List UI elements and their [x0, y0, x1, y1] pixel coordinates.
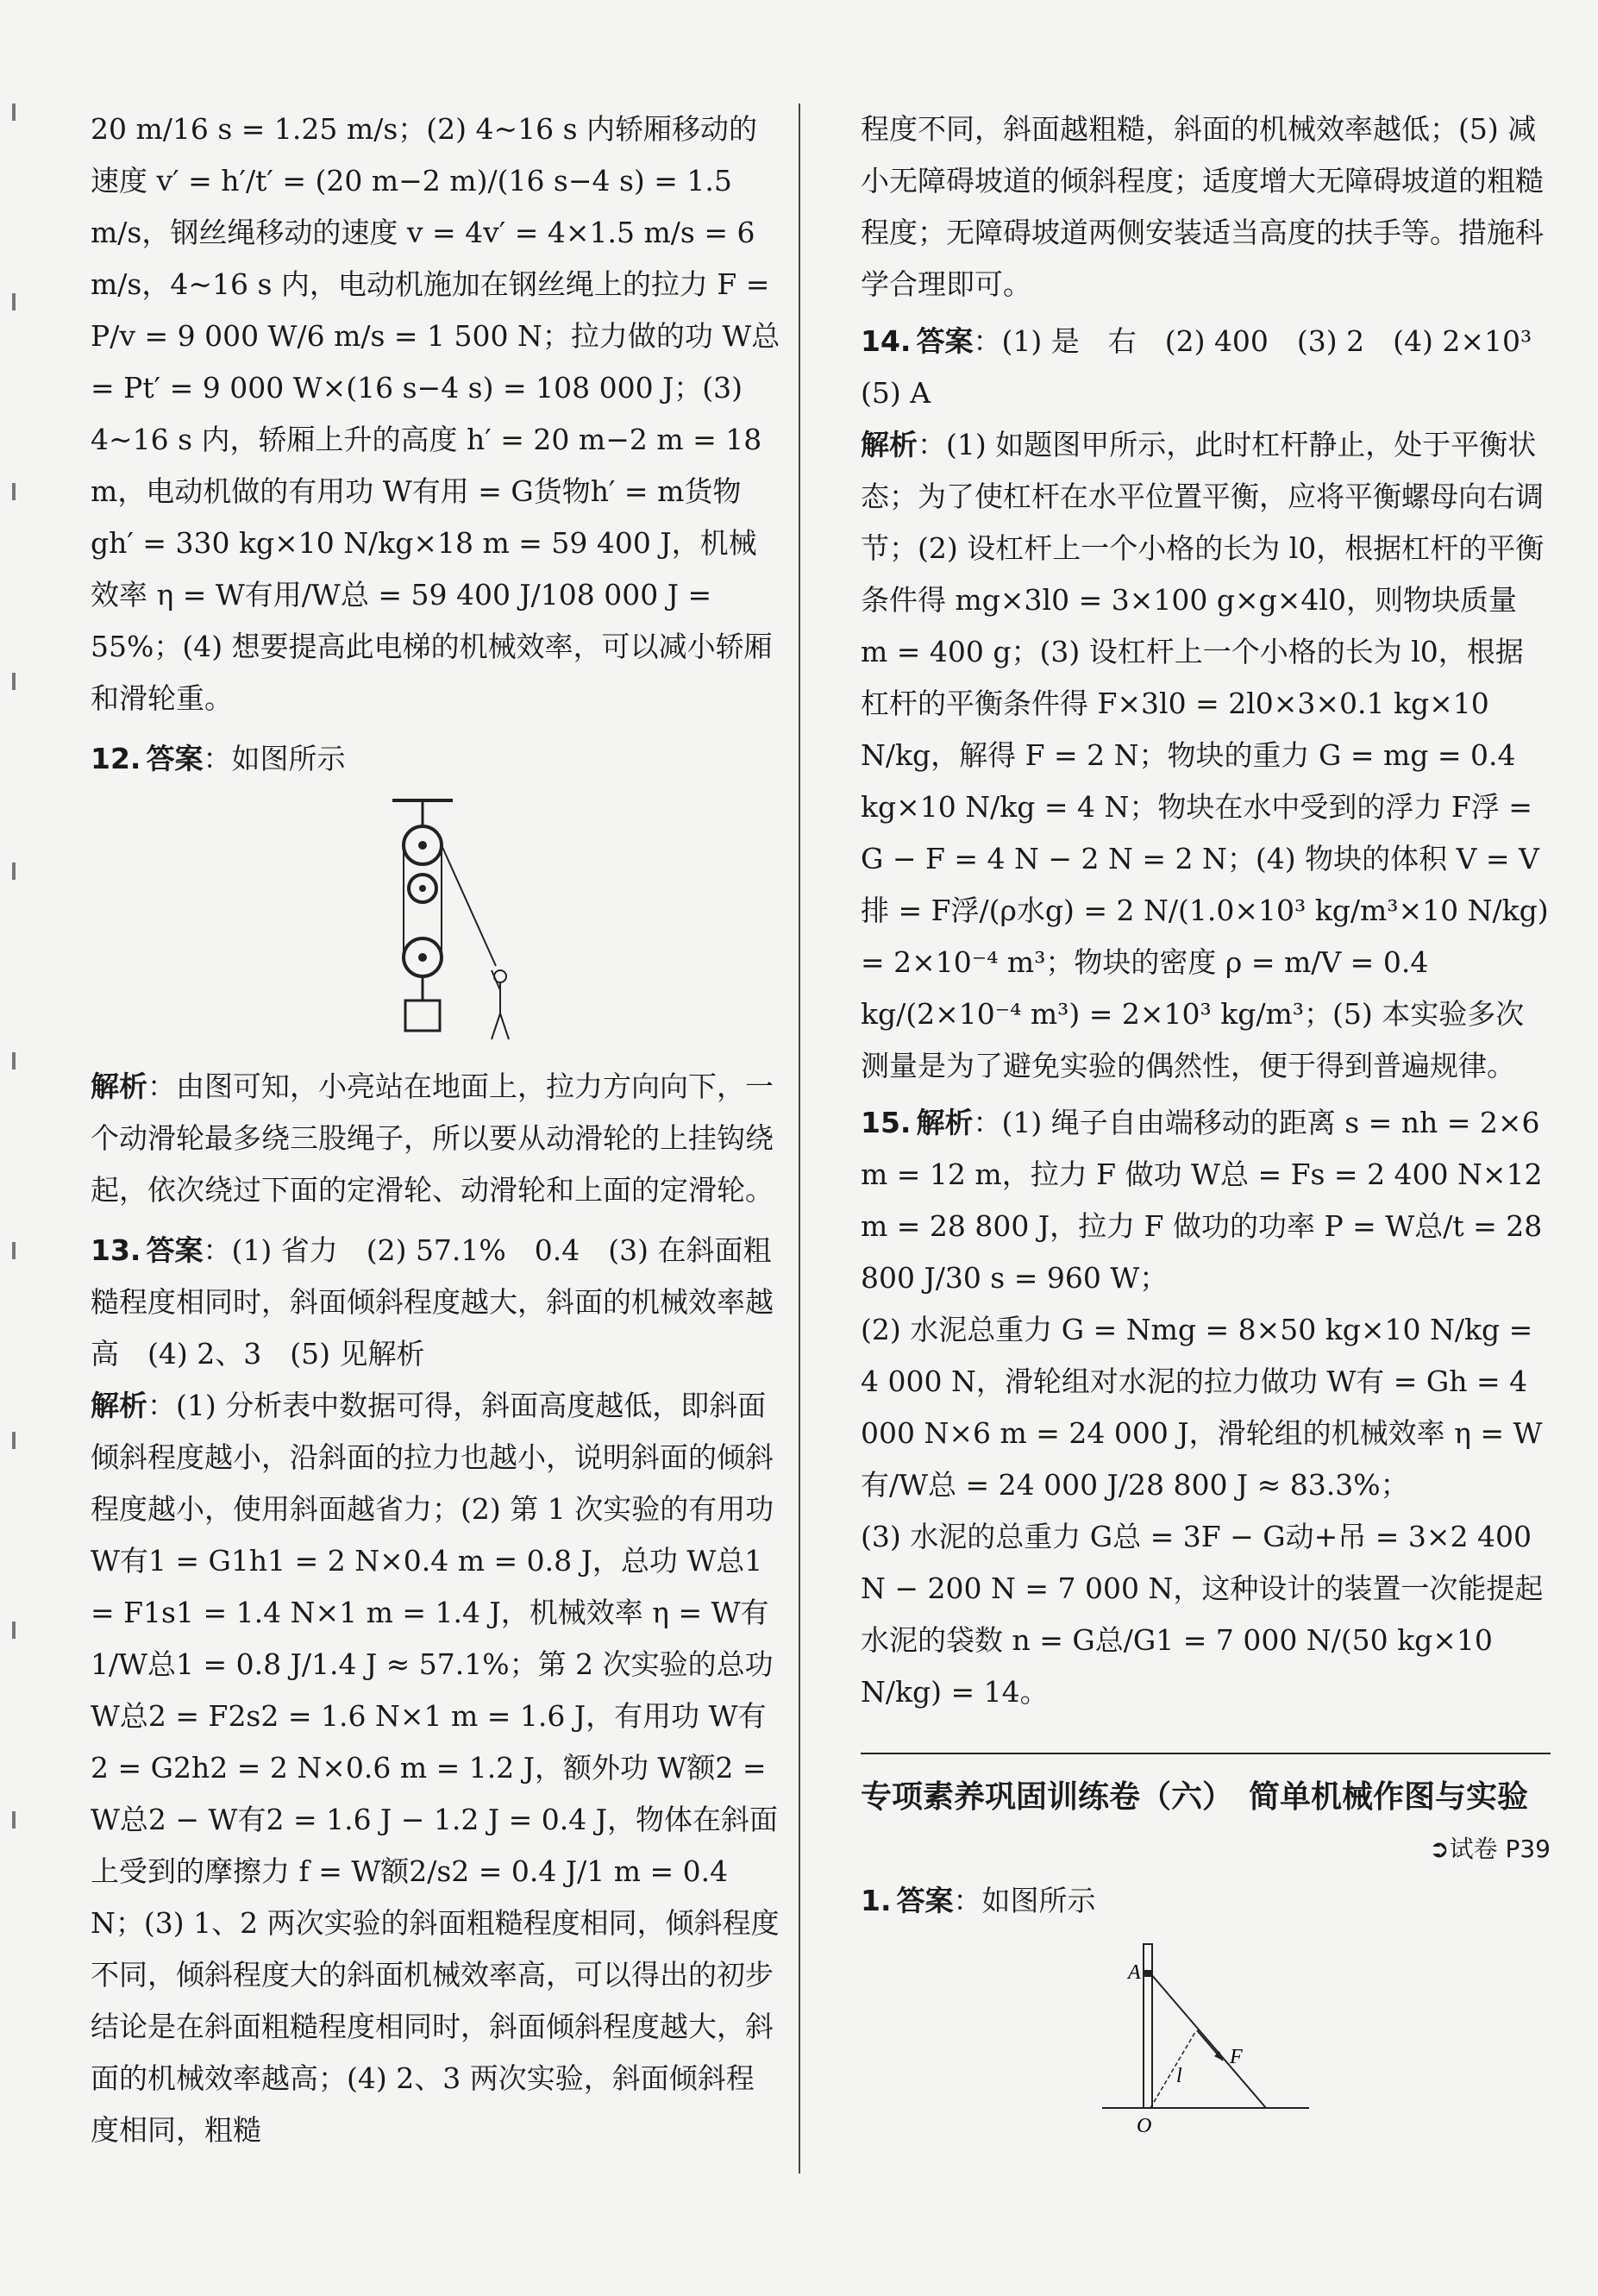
- section-question-1: [861, 1875, 1551, 2134]
- s1-answer-label: 答案: [896, 1884, 954, 1917]
- q13-answer-label: 答案: [146, 1233, 204, 1267]
- question-15: [861, 1097, 1551, 1718]
- question-12: [91, 733, 780, 1216]
- q12-answer-label: 答案: [146, 742, 204, 775]
- page-reference: ➲试卷 P39: [1429, 1835, 1551, 1863]
- lever-figure: [1094, 1935, 1318, 2134]
- q13-number: 13.: [91, 1233, 141, 1267]
- question-14: [861, 316, 1561, 1092]
- q11-continuation: 20 m/16 s = 1.25 m/s；(2) 4~16 s 内轿厢移动的速度 v′ = h′/t′ = (20 m−2 m)/(16 s−4 s) = 1.5 m/s，钢丝绳移动的速度 v = 4v′ = 4×1.5 m/s = 6 m/s，4~16 s 内，电动机施加在钢丝绳上的拉力 F = P/v = 9 000 W/6 m/s = 1 500 N；拉力做的功 W总 = Pt′ = 9 000 W×(16 s−4 s) = 108 000 J；(3) 4~16 s 内，轿厢上升的高度 h′ = 20 m−2 m = 18 m，电动机做的有用功 W有用 = G货物h′ = m货物gh′ = 330 kg×10 N/kg×18 m = 59 400 J，机械效率 η = W有用/W总 = 59 400 J/108 000 J = 55%；(4) 想要提高此电梯的机械效率，可以减小轿厢和滑轮重。: [91, 112, 780, 715]
- label-O: O: [1137, 2115, 1152, 2134]
- q15-part3: (3) 水泥的总重力 G总 = 3F − G动+吊 = 3×2 400 N − 200 N = 7 000 N，这种设计的装置一次能提起水泥的袋数 n = G总/G1 = 7 000 N/(50 kg×10 N/kg) = 14。: [861, 1520, 1544, 1709]
- section-title: 专项素养巩固训练卷（六） 简单机械作图与实验: [861, 1753, 1551, 1823]
- s1-answer: ：如图所示: [953, 1884, 1096, 1917]
- q15-analysis-label: 解析: [916, 1106, 974, 1139]
- q12-answer: ：如图所示: [203, 742, 346, 775]
- pulley-figure: [349, 794, 522, 1052]
- q12-number: 12.: [91, 742, 141, 775]
- column-divider: [799, 104, 800, 2174]
- q13-answer: ：(1) 省力 (2) 57.1% 0.4 (3) 在斜面粗糙程度相同时，斜面倾斜程度越大，斜面的机械效率越高 (4) 2、3 (5) 见解析: [91, 1233, 774, 1371]
- left-column: [91, 104, 780, 2156]
- q14-answer: ：(1) 是 右 (2) 400 (3) 2 (4) 2×10³ (5) A: [861, 324, 1561, 410]
- q15-part2: (2) 水泥总重力 G = Nmg = 8×50 kg×10 N/kg = 4 000 N，滑轮组对水泥的拉力做功 W有 = Gh = 4 000 N×6 m = 24 000 J，滑轮组的机械效率 η = W有/W总 = 24 000 J/28 800 J ≈ 83.3%；: [861, 1313, 1543, 1502]
- label-F: F: [1230, 2046, 1243, 2068]
- label-l: l: [1176, 2065, 1182, 2087]
- q12-analysis: ：由图可知，小亮站在地面上，拉力方向向下，一个动滑轮最多绕三股绳子，所以要从动滑轮的上挂钩绕起，依次绕过下面的定滑轮、动滑轮和上面的定滑轮。: [91, 1070, 774, 1207]
- q15-text: ：(1) 绳子自由端移动的距离 s = nh = 2×6 m = 12 m，拉力 F 做功 W总 = Fs = 2 400 N×12 m = 28 800 J，拉力 F 做功的功率 P = W总/t = 28 800 J/30 s = 960 W；: [861, 1106, 1543, 1295]
- s1-number: 1.: [861, 1884, 892, 1917]
- q14-analysis: ：(1) 如题图甲所示，此时杠杆静止，处于平衡状态；为了使杠杆在水平位置平衡，应将平衡螺母向右调节；(2) 设杠杆上一个小格的长为 l0，根据杠杆的平衡条件得 mg×3l0 = 3×100 g×g×4l0，则物块质量 m = 400 g；(3) 设杠杆上一个小格的长为 l0，根据杠杆的平衡条件得 F×3l0 = 2l0×3×0.1 kg×10 N/kg，解得 F = 2 N；物块的重力 G = mg = 0.4 kg×10 N/kg = 4 N；物块在水中受到的浮力 F浮 = G − F = 4 N − 2 N = 2 N；(4) 物块的体积 V = V排 = F浮/(ρ水g) = 2 N/(1.0×10³ kg/m³×10 N/kg) = 2×10⁻⁴ m³；物块的密度 ρ = m/V = 0.4 kg/(2×10⁻⁴ m³) = 2×10³ kg/m³；(5) 本实验多次测量是为了避免实验的偶然性，便于得到普遍规律。: [861, 428, 1549, 1082]
- q13-continuation: 程度不同，斜面越粗糙，斜面的机械效率越低；(5) 减小无障碍坡道的倾斜程度；适度增大无障碍坡道的粗糙程度；无障碍坡道两侧安装适当高度的扶手等。措施科学合理即可。: [861, 112, 1544, 301]
- right-column: [861, 104, 1561, 2142]
- q12-analysis-label: 解析: [91, 1070, 147, 1103]
- q14-number: 14.: [861, 324, 912, 358]
- q14-analysis-label: 解析: [861, 428, 918, 461]
- q15-number: 15.: [861, 1106, 912, 1139]
- binding-marks: [7, 104, 24, 2174]
- q13-analysis: ：(1) 分析表中数据可得，斜面高度越低，即斜面倾斜程度越小，沿斜面的拉力也越小，说明斜面的倾斜程度越小，使用斜面越省力；(2) 第 1 次实验的有用功 W有1 = G1h1 = 2 N×0.4 m = 0.8 J，总功 W总1 = F1s1 = 1.4 N×1 m = 1.4 J，机械效率 η = W有1/W总1 = 0.8 J/1.4 J ≈ 57.1%；第 2 次实验的总功 W总2 = F2s2 = 1.6 N×1 m = 1.6 J，有用功 W有2 = G2h2 = 2 N×0.6 m = 1.2 J，额外功 W额2 = W总2 − W有2 = 1.6 J − 1.2 J = 0.4 J，物体在斜面上受到的摩擦力 f = W额2/s2 = 0.4 J/1 m = 0.4 N；(3) 1、2 两次实验的斜面粗糙程度相同，倾斜程度不同，倾斜程度大的斜面机械效率高，可以得出的初步结论是在斜面粗糙程度相同时，斜面倾斜程度越大，斜面的机械效率越高；(4) 2、3 两次实验，斜面倾斜程度相同，粗糙: [91, 1389, 780, 2147]
- q14-answer-label: 答案: [916, 324, 974, 358]
- q13-analysis-label: 解析: [91, 1389, 147, 1422]
- label-A: A: [1128, 1961, 1141, 1984]
- question-13: [91, 1225, 780, 2156]
